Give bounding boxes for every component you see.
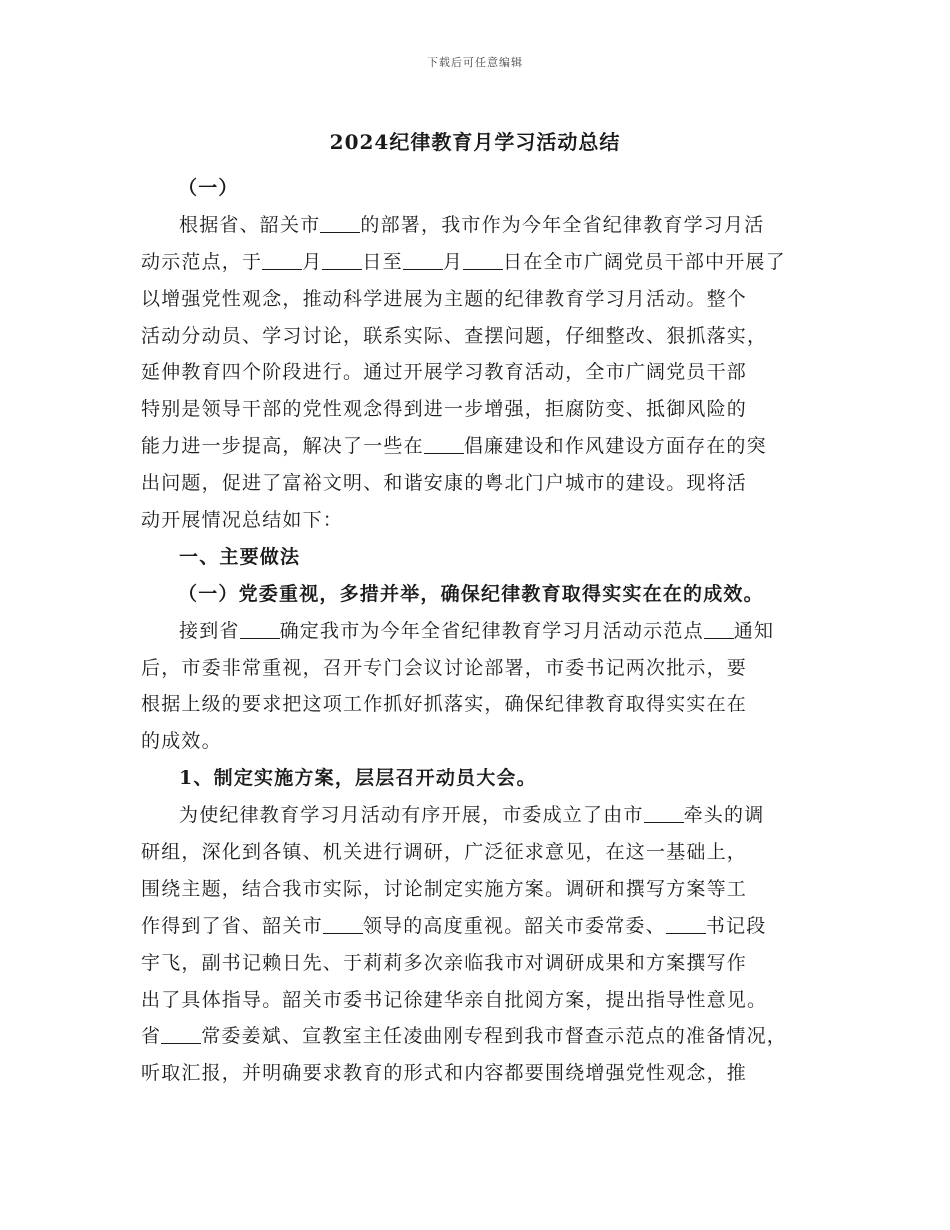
fill-blank xyxy=(320,212,360,233)
text-line: 根据省、韶关市 的部署，我市作为今年全省纪律教育学习月活 xyxy=(179,213,765,236)
fill-blank xyxy=(262,249,302,270)
heading-party-committee: （一）党委重视，多措并举，确保纪律教育取得实实在在的成效。 xyxy=(178,582,764,605)
header-note: 下载后可任意编辑 xyxy=(427,56,523,69)
text-line: 听取汇报，并明确要求教育的形式和内容都要围绕增强党性观念，推 xyxy=(141,1062,748,1085)
text-line: 出问题，促进了富裕文明、和谐安康的粤北门户城市的建设。现将活 xyxy=(141,472,748,495)
fill-blank xyxy=(323,913,363,934)
fill-blank xyxy=(666,913,706,934)
fill-blank xyxy=(403,249,443,270)
text-line: 延伸教育四个阶段进行。通过开展学习教育活动，全市广阔党员干部 xyxy=(141,361,748,384)
paragraph-2 xyxy=(141,613,813,761)
fill-blank xyxy=(424,433,464,454)
document-body xyxy=(141,170,813,1092)
fill-blank xyxy=(322,249,362,270)
text-line: 动示范点，于 月 日至 月 日在全市广阔党员干部中开展了 xyxy=(141,250,786,273)
text-line: 围绕主题，结合我市实际，讨论制定实施方案。调研和撰写方案等工 xyxy=(141,877,748,900)
text-line: 特别是领导干部的党性观念得到进一步增强，拒腐防变、抵御风险的 xyxy=(141,398,748,421)
text-line: 以增强党性观念，推动科学进展为主题的纪律教育学习月活动。整个 xyxy=(141,287,748,310)
text-line: 为使纪律教育学习月活动有序开展，市委成立了由市 牵头的调 xyxy=(179,804,765,827)
heading-main-practices: 一、主要做法 xyxy=(179,545,301,568)
text-line: 接到省 确定我市为今年全省纪律教育学习月活动示范点 通知 xyxy=(179,619,775,642)
fill-blank xyxy=(240,618,280,639)
text-line: 动开展情况总结如下： xyxy=(141,509,344,532)
text-line: 根据上级的要求把这项工作抓好抓落实，确保纪律教育取得实实在在 xyxy=(141,693,748,716)
text-line: 能力进一步提高，解决了一些在 倡廉建设和作风建设方面存在的突 xyxy=(141,435,767,458)
fill-blank xyxy=(463,249,503,270)
heading-implementation-plan: 1、制定实施方案，层层召开动员大会。 xyxy=(179,767,537,790)
fill-blank xyxy=(644,802,684,823)
paragraph-3 xyxy=(141,797,813,1092)
document-title: 2024纪律教育月学习活动总结 xyxy=(329,130,621,154)
text-line: 省 常委姜斌、宣教室主任凌曲刚专程到我市督查示范点的准备情况， xyxy=(141,1025,788,1048)
text-line: 活动分动员、学习讨论，联系实际、查摆问题，仔细整改、狠抓落实， xyxy=(141,324,768,347)
text-line: 宇飞，副书记赖日先、于莉莉多次亲临我市对调研成果和方案撰写作 xyxy=(141,951,748,974)
paragraph-1 xyxy=(141,207,813,539)
text-line: 研组，深化到各镇、机关进行调研，广泛征求意见，在这一基础上， xyxy=(141,841,748,864)
text-line: 的成效。 xyxy=(141,730,222,753)
section-marker: （一） xyxy=(178,177,239,199)
fill-blank xyxy=(704,618,734,639)
fill-blank xyxy=(161,1023,201,1044)
text-line: 出了具体指导。韶关市委书记徐建华亲自批阅方案，提出指导性意见。 xyxy=(141,988,768,1011)
text-line: 后，市委非常重视，召开专门会议讨论部署，市委书记两次批示，要 xyxy=(141,656,748,679)
text-line: 作得到了省、韶关市 领导的高度重视。韶关市委常委、 书记段 xyxy=(141,914,767,937)
